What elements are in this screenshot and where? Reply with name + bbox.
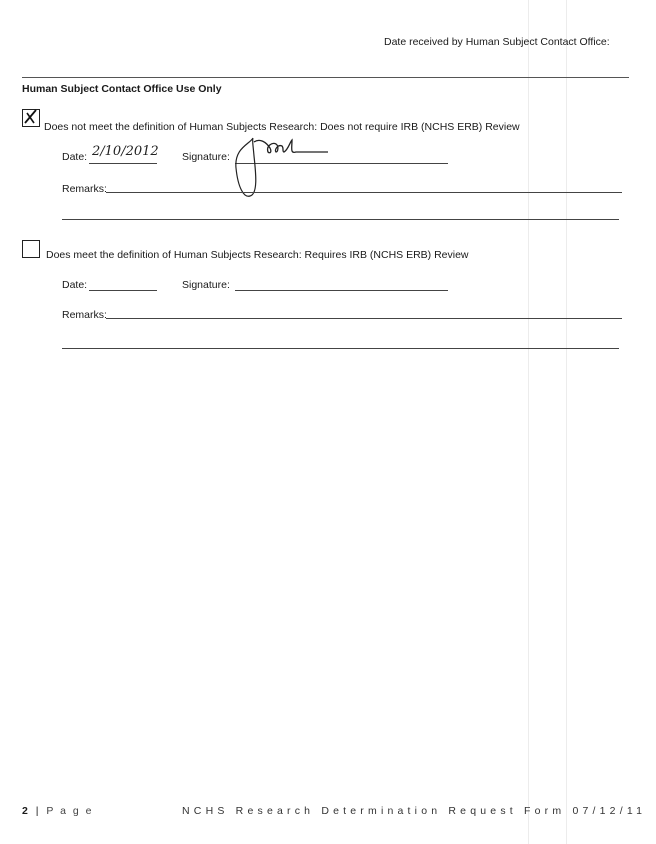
date-label: Date: bbox=[62, 151, 88, 163]
handwritten-date: 2/10/2012 bbox=[92, 144, 159, 159]
scan-artifact-line bbox=[566, 0, 567, 844]
remarks-field-line-3[interactable] bbox=[106, 318, 622, 319]
remarks-field-line[interactable] bbox=[106, 192, 622, 193]
page-number: 2 bbox=[22, 805, 28, 817]
header-divider bbox=[22, 77, 629, 78]
signature-label: Signature: bbox=[182, 151, 230, 163]
signature-field-line-2[interactable] bbox=[235, 290, 448, 291]
human-subjects-checkbox[interactable] bbox=[22, 240, 40, 258]
page-label: P a g e bbox=[46, 805, 94, 817]
remarks-label: Remarks: bbox=[62, 183, 107, 195]
signature-label-2: Signature: bbox=[182, 279, 230, 291]
date-received-label: Date received by Human Subject Contact Office: bbox=[384, 36, 610, 48]
remarks-label-2: Remarks: bbox=[62, 309, 107, 321]
page-footer bbox=[22, 805, 94, 817]
human-subjects-label: Does meet the definition of Human Subjects Research: Requires IRB (NCHS ERB) Review bbox=[46, 249, 469, 261]
section-title: Human Subject Contact Office Use Only bbox=[22, 83, 222, 95]
date-field-line[interactable] bbox=[89, 163, 157, 164]
scan-artifact-line bbox=[528, 0, 529, 844]
page-separator: | bbox=[35, 805, 39, 817]
remarks-field-line-2[interactable] bbox=[62, 219, 619, 220]
checkmark-icon bbox=[22, 108, 40, 126]
remarks-field-line-4[interactable] bbox=[62, 348, 619, 349]
date-label-2: Date: bbox=[62, 279, 88, 291]
not-human-subjects-checkbox[interactable] bbox=[22, 109, 40, 127]
not-human-subjects-label: Does not meet the definition of Human Subjects Research: Does not require IRB (NCHS ERB) Review bbox=[44, 121, 520, 133]
form-name: NCHS Research Determination Request Form 07/12/11 bbox=[182, 805, 647, 817]
date-field-line-2[interactable] bbox=[89, 290, 157, 291]
